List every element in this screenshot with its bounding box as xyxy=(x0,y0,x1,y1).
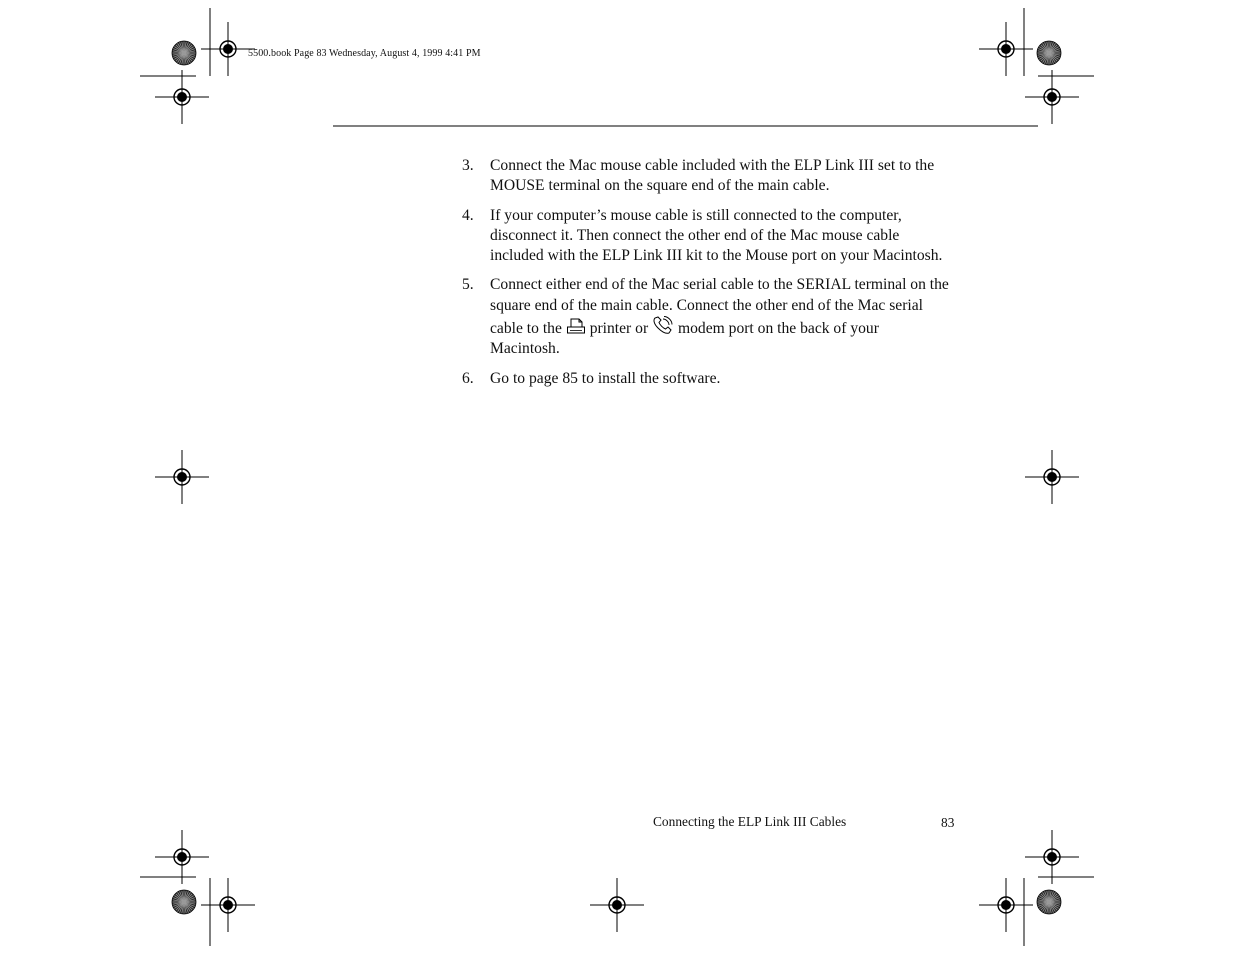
step-text-part: modem port on the back of your Macintosh. xyxy=(490,320,879,358)
instruction-steps xyxy=(462,156,952,398)
step-text xyxy=(490,275,952,359)
step-text-part: printer or xyxy=(589,320,649,338)
step-6 xyxy=(462,369,952,389)
modem-port-icon xyxy=(652,316,674,336)
step-number: 4. xyxy=(462,206,474,224)
page-number: 83 xyxy=(941,815,955,830)
step-5 xyxy=(462,275,952,359)
step-3 xyxy=(462,156,952,197)
step-4 xyxy=(462,206,952,267)
step-text: Connect the Mac mouse cable included with the ELP Link III set to the MOUSE terminal on the square end of the main cable. xyxy=(490,157,935,195)
printer-port-icon xyxy=(566,318,586,336)
print-slug: 5500.book Page 83 Wednesday, August 4, 1999 4:41 PM xyxy=(248,48,481,59)
step-text: Go to page 85 to install the software. xyxy=(490,369,721,387)
step-number: 5. xyxy=(462,276,474,294)
step-text: If your computer’s mouse cable is still connected to the computer, disconnect it. Then connect the other end of the Mac mouse cable included with the ELP Link III kit to the Mouse port on your Macintosh. xyxy=(490,206,943,265)
footer-section-title: Connecting the ELP Link III Cables xyxy=(653,814,847,829)
step-number: 6. xyxy=(462,369,474,387)
step-number: 3. xyxy=(462,157,474,174)
step-text-part: Connect either end of the Mac serial cable to the SERIAL terminal on the square end of the main cable. Connect the other end of the Mac serial cable to the xyxy=(490,276,949,338)
